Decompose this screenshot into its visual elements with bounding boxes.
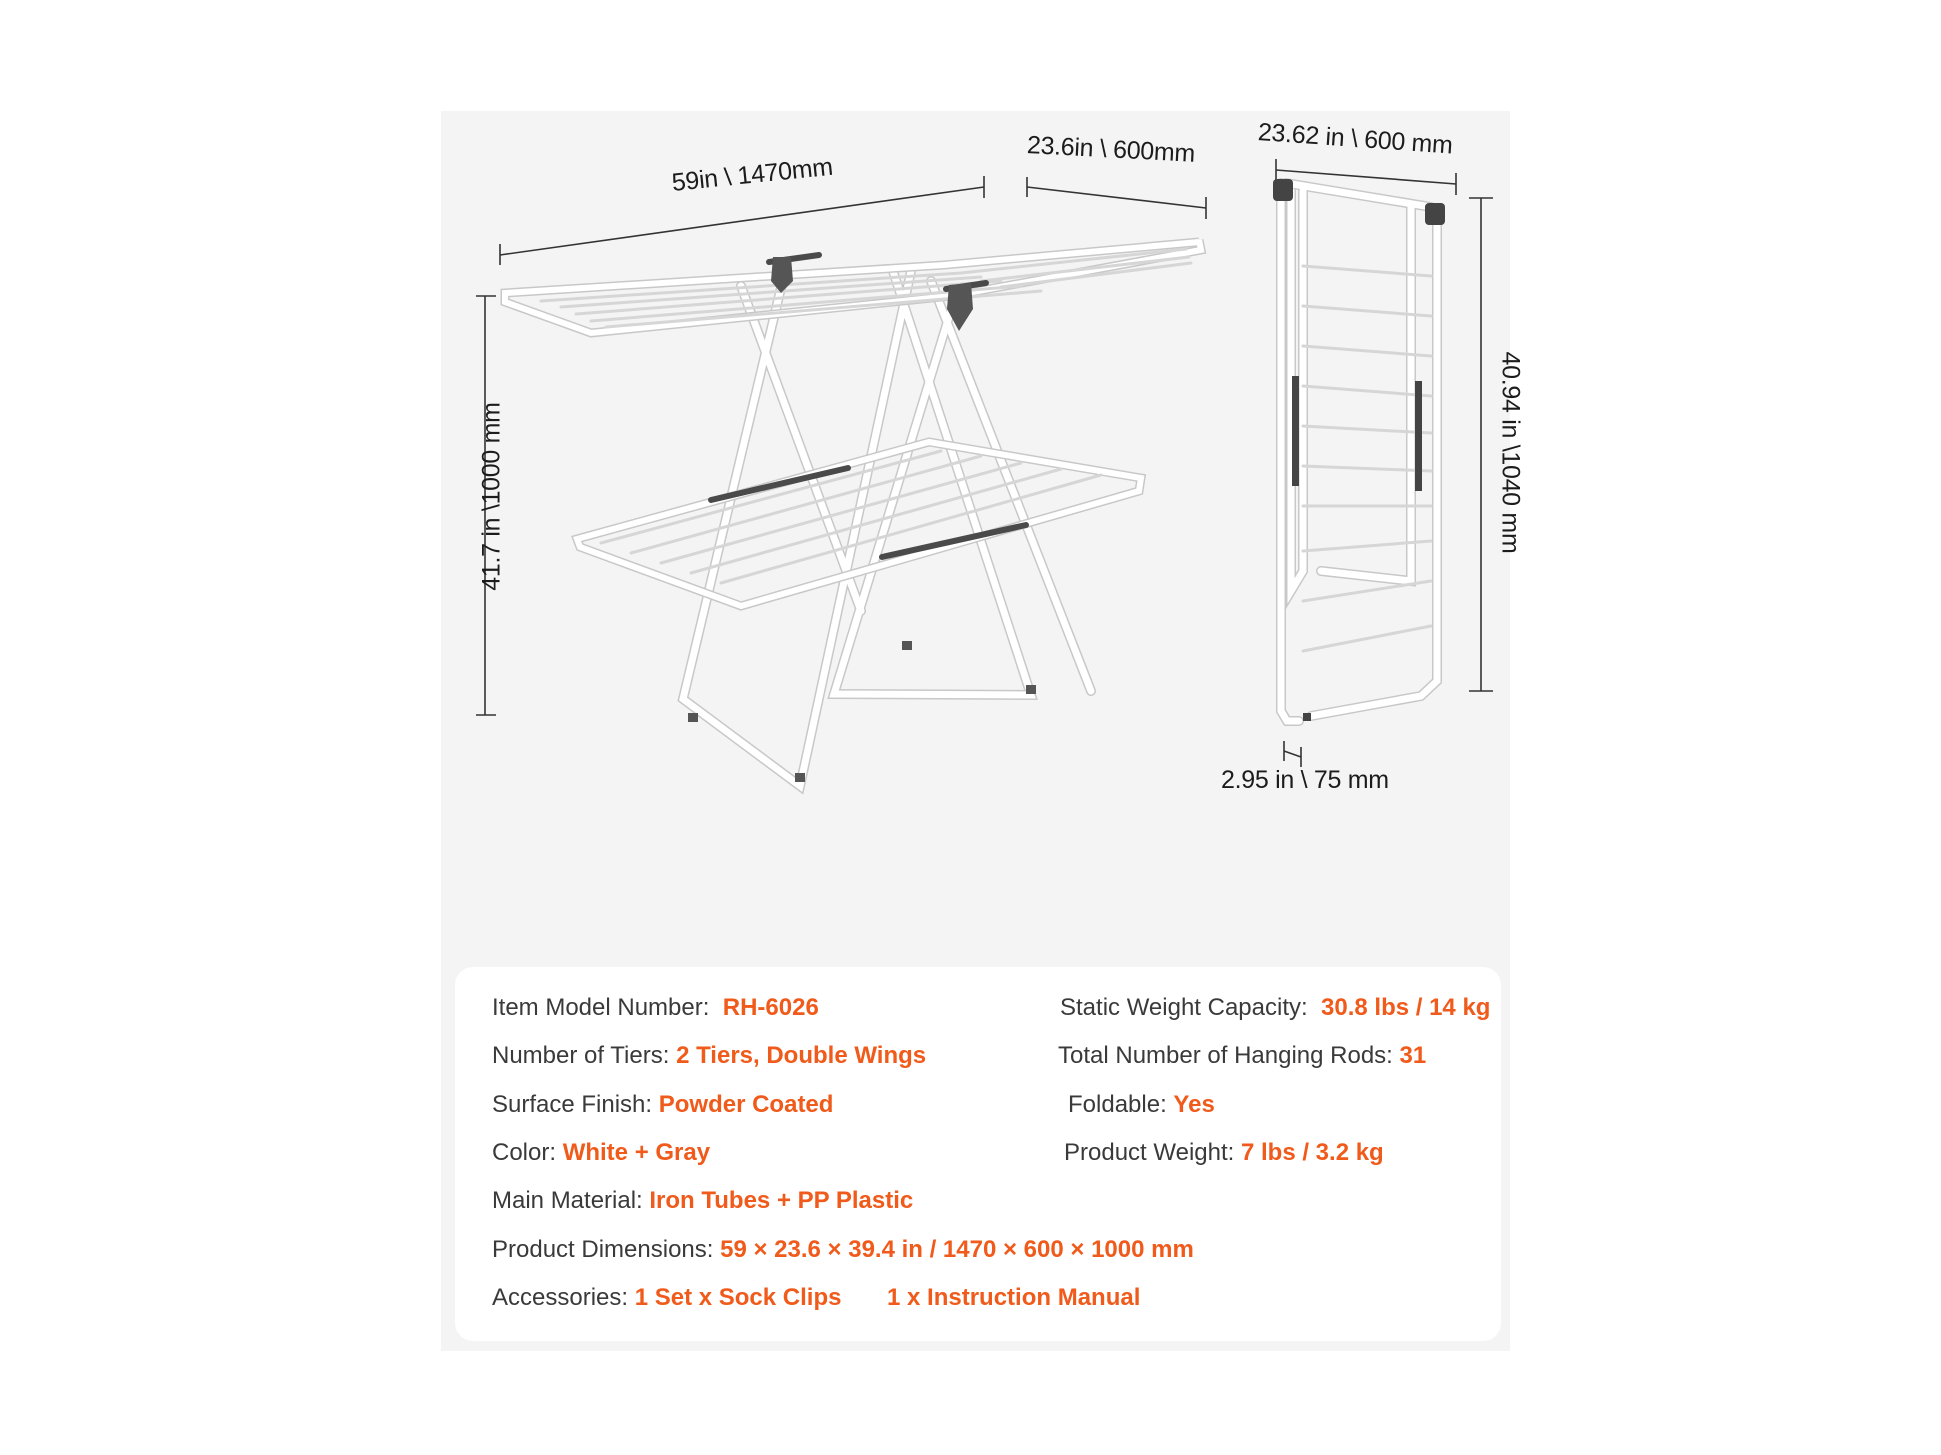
spec-value: Powder Coated <box>658 1091 834 1118</box>
spec-model <box>492 994 819 1022</box>
spec-rods <box>1058 1042 1426 1070</box>
spec-label: Main Material: <box>492 1187 643 1214</box>
spec-value: 7 lbs / 3.2 kg <box>1240 1139 1384 1166</box>
spec-label: Surface Finish: <box>492 1091 653 1118</box>
spec-label: Accessories: <box>492 1284 629 1311</box>
spec-accessories <box>492 1284 841 1312</box>
specifications-panel <box>455 967 1501 1341</box>
spec-label: Product Dimensions: <box>492 1236 714 1263</box>
spec-accessories-manual <box>887 1284 1140 1312</box>
folded-height-dimension: 40.94 in \1040 mm <box>1496 351 1525 554</box>
spec-value: 2 Tiers, Double Wings <box>676 1042 927 1069</box>
spec-dimensions <box>492 1236 1194 1264</box>
spec-value: 31 <box>1399 1042 1427 1069</box>
spec-tiers <box>492 1042 926 1070</box>
spec-color <box>492 1139 710 1167</box>
spec-label: Product Weight: <box>1064 1139 1235 1166</box>
spec-value: 59 × 23.6 × 39.4 in / 1470 × 600 × 1000 mm <box>720 1236 1194 1263</box>
folded-depth-dimension: 2.95 in \ 75 mm <box>1221 766 1389 794</box>
spec-label: Color: <box>492 1139 557 1166</box>
spec-label: Total Number of Hanging Rods: <box>1058 1042 1393 1069</box>
spec-value: RH-6026 <box>722 994 819 1021</box>
spec-value: 1 x Instruction Manual <box>887 1284 1141 1311</box>
spec-foldable <box>1068 1091 1215 1119</box>
length-dimension: 59in \ 1470mm <box>670 152 835 197</box>
spec-weight <box>1064 1139 1384 1167</box>
spec-label: Static Weight Capacity: <box>1060 994 1308 1021</box>
spec-label: Foldable: <box>1068 1091 1167 1118</box>
spec-value: White + Gray <box>562 1139 711 1166</box>
product-diagram <box>441 111 1525 971</box>
folded-width-dimension: 23.62 in \ 600 mm <box>1257 118 1454 160</box>
spec-material <box>492 1187 913 1215</box>
spec-value: 1 Set x Sock Clips <box>634 1284 842 1311</box>
spec-value: Yes <box>1173 1091 1215 1118</box>
product-card <box>441 111 1525 1351</box>
spec-value: 30.8 lbs / 14 kg <box>1321 994 1491 1021</box>
spec-label: Number of Tiers: <box>492 1042 670 1069</box>
open-rack <box>505 240 1201 786</box>
height-dimension: 41.7 in \1000 mm <box>477 402 506 591</box>
spec-finish <box>492 1091 833 1119</box>
spec-label: Item Model Number: <box>492 994 710 1021</box>
spec-value: Iron Tubes + PP Plastic <box>649 1187 914 1214</box>
dimension-lines <box>476 159 1493 767</box>
width-dimension: 23.6in \ 600mm <box>1026 131 1196 168</box>
spec-capacity <box>1060 994 1490 1022</box>
drying-rack-illustration <box>441 111 1510 971</box>
folded-rack <box>1273 179 1445 721</box>
